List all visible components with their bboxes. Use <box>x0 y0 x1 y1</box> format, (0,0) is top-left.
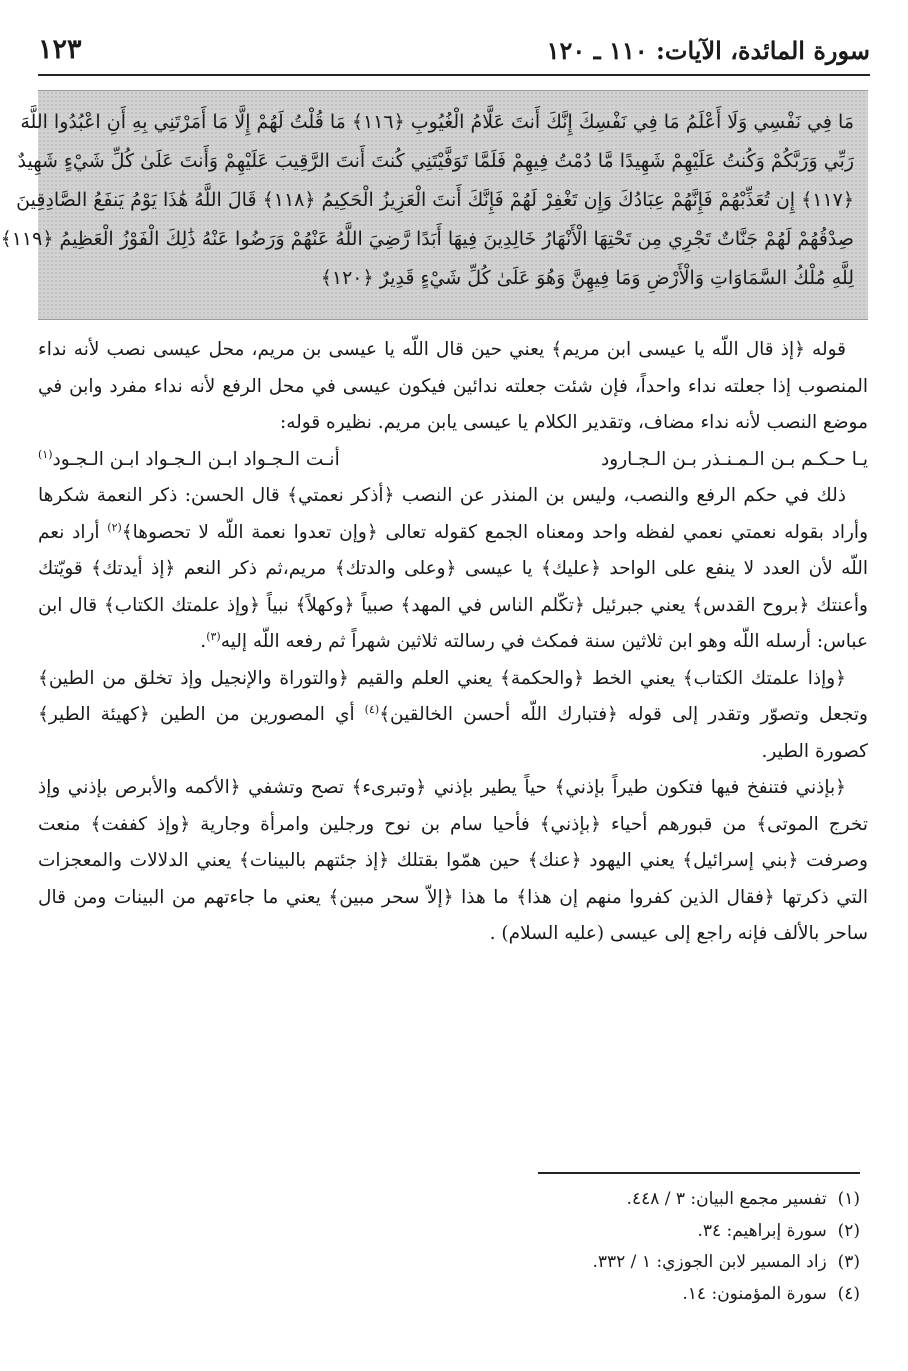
verse-text: أنـت الـجـواد ابـن الـجـواد ابـن الـجـود <box>52 448 340 470</box>
footnote <box>300 1216 860 1248</box>
footnote-text: سورة إبراهيم: ٣٤. <box>697 1220 827 1241</box>
footnote-number: (٤) <box>837 1283 860 1304</box>
footnote <box>300 1247 860 1279</box>
footnote-number: (٣) <box>837 1252 860 1272</box>
footnote-ref: (١) <box>38 447 53 461</box>
quran-line: صِدْقُهُمْ لَهُمْ جَنَّاتٌ تَجْرِي مِن تَحْتِهَا الْأَنْهَارُ خَالِدِينَ فِيهَا أَبَدًا رَّضِيَ اللَّهُ عَنْهُمْ وَرَضُوا عَنْهُ ذَٰلِكَ الْفَوْزُ الْعَظِيمُ ﴿١١٩﴾ <box>0 228 854 250</box>
paragraph: قوله ﴿إذ قال اللّه يا عيسى ابن مريم﴾ يعني حين قال اللّه يا عيسى بن مريم، محل عيسى نصب لأنه نداء المنصوب إذا جعلته نداء واحداً، فإن شئت جعلته ندائين فيكون عيسى في محل الرفع لأنه نداء مفرد وابن في موضع النصب لأنه نداء مضاف، وتقدير الكلام يا عيسى يابن مريم. نظيره قوله: <box>38 339 868 433</box>
footnote-divider <box>538 1172 860 1174</box>
footnote-number: (٢) <box>837 1220 860 1241</box>
quran-verses-box <box>0 90 868 320</box>
footnote-text: سورة المؤمنون: ١٤. <box>682 1283 827 1304</box>
footnote-ref: (٤) <box>364 702 380 716</box>
footnote <box>300 1184 860 1216</box>
paragraph-text: ذلك في حكم الرفع والنصب، وليس بن المنذر عن النصب ﴿أذكر نعمتي﴾ قال الحسن: ذكر النعمة شكرها وأراد بقوله نعمتي نعمي لفظه واحد ومعناه الجمع كقوله تعالى ﴿وإن تعدوا نعمة اللّه لا تحصوها﴾ <box>38 485 868 543</box>
footnote-ref: (٣) <box>206 629 221 643</box>
paragraph: ذلك في حكم الرفع والنصب، وليس بن المنذر عن النصب ﴿أذكر نعمتي﴾ قال الحسن: ذكر النعمة شكرها وأراد بقوله نعمتي نعمي لفظه واحد ومعناه الجمع كقوله تعالى ﴿وإن تعدوا نعمة اللّه لا تحصوها﴾$^{(٢)}$ أراد نعم اللّه لأن العدد لا ينفع على الواحد ﴿عليك﴾ يا عيسى ﴿وعلى والدتك﴾ مريم،ثم ذكر النعم ﴿إذ أيدتك﴾ قويّتك وأعنتك ﴿بروح القدس﴾ يعني جبرئيل ﴿تكّلم الناس في المهد﴾ صبياً ﴿وكهلاً﴾ نبياً ﴿وإذ علمتك الكتاب﴾ قال ابن عباس: أرسله اللّه وهو ابن ثلاثين سنة فمكث في رسالته ثلاثين شهراً ثم رفعه اللّه إليه$^{(٣)}$. <box>38 485 868 652</box>
footnote-text: زاد المسير لابن الجوزي: ١ / ٣٣٢. <box>592 1252 827 1272</box>
paragraph-text: أراد نعم اللّه لأن العدد لا ينفع على الواحد ﴿عليك﴾ يا عيسى ﴿وعلى والدتك﴾ مريم،ثم ذكر النعم ﴿إذ أيدتك﴾ قويّتك وأعنتك ﴿بروح القدس﴾ يعني جبرئيل ﴿تكّلم الناس في المهد﴾ صبياً ﴿وكهلاً﴾ نبياً ﴿وإذ علمتك الكتاب﴾ قال ابن عباس: أرسله اللّه وهو ابن ثلاثين سنة فمكث في رسالته ثلاثين شهراً ثم رفعه اللّه إليه <box>38 521 868 652</box>
quran-line: ﴿١١٧﴾ إِن تُعَذِّبْهُمْ فَإِنَّهُمْ عِبَادُكَ وَإِن تَغْفِرْ لَهُمْ فَإِنَّكَ أَنتَ الْعَزِيزُ الْحَكِيمُ ﴿١١٨﴾ قَالَ اللَّهُ هَٰذَا يَوْمُ يَنفَعُ الصَّادِقِينَ <box>16 189 854 211</box>
paragraph <box>38 661 868 771</box>
commentary-text <box>38 332 868 953</box>
quran-line: مَا فِي نَفْسِي وَلَا أَعْلَمُ مَا فِي نَفْسِكَ إِنَّكَ أَنتَ عَلَّامُ الْغُيُوبِ ﴿١١٦﴾ مَا قُلْتُ لَهُمْ إِلَّا مَا أَمَرْتَنِي بِهِ أَنِ اعْبُدُوا اللَّهَ <box>20 111 854 133</box>
paragraph: ﴿بإذني فتنفخ فيها فتكون طيراً بإذني﴾ حياً يطير بإذني ﴿وتبرىء﴾ تصح وتشفي ﴿الأكمه والأبرص بإذني وإذ تخرج الموتى﴾ من قبورهم أحياء ﴿بإذني﴾ فأحيا سام بن نوح ورجلين وامرأة وجارية ﴿وإذ كففت﴾ منعت وصرفت ﴿بني إسرائيل﴾ يعني اليهود ﴿عنك﴾ حين همّوا بقتلك ﴿إذ جئتهم بالبينات﴾ يعني الدلالات والمعجزات التي ذكرتها ﴿فقال الذين كفروا منهم إن هذا﴾ ما هذا ﴿إلاّ سحر مبين﴾ يعني ما جاءتهم من البينات ومن قال ساحر بالألف فإنه راجع إلى عيسى (عليه السلام) . <box>38 777 868 944</box>
page-number: ١٢٣ <box>38 34 82 65</box>
verse-first-hemistich: يـا حـكـم بـن الـمـنـذر بـن الـجـارود <box>601 448 868 470</box>
quran-line: لِلَّهِ مُلْكُ السَّمَاوَاتِ وَالْأَرْضِ وَمَا فِيهِنَّ وَهُوَ عَلَىٰ كُلِّ شَيْءٍ قَدِيرٌ ﴿١٢٠﴾ <box>320 267 854 289</box>
paragraph-text: أي المصورين من الطين ﴿كهيئة الطير﴾ كصورة الطير. <box>38 704 868 762</box>
quran-line: رَبِّي وَرَبَّكُمْ وَكُنتُ عَلَيْهِمْ شَهِيدًا مَّا دُمْتُ فِيهِمْ فَلَمَّا تَوَفَّيْتَنِي كُنتَ أَنتَ الرَّقِيبَ عَلَيْهِمْ وَأَنتَ عَلَىٰ كُلِّ شَيْءٍ شَهِيدٌ <box>17 150 854 172</box>
footnote-ref: (٢) <box>107 520 122 534</box>
footnote <box>300 1279 860 1311</box>
poetry-verse <box>38 442 868 479</box>
paragraph-text: ﴿وإذا علمتك الكتاب﴾ يعني الخط ﴿والحكمة﴾ يعني العلم والقيم ﴿والتوراة والإنجيل وإذ تخلق من الطين﴾ وتجعل وتصوّر وتقدر إلى قوله ﴿فتبارك اللّه أحسن الخالقين﴾ <box>38 667 868 725</box>
footnote-text: تفسير مجمع البيان: ٣ / ٤٤٨. <box>626 1189 827 1209</box>
footnotes <box>300 1184 860 1310</box>
page-title: سورة المائدة، الآيات: ١١٠ ـ ١٢٠ <box>546 36 870 65</box>
footnote-number: (١) <box>837 1189 860 1209</box>
verse-second-hemistich <box>38 442 340 479</box>
page-header <box>38 30 870 76</box>
